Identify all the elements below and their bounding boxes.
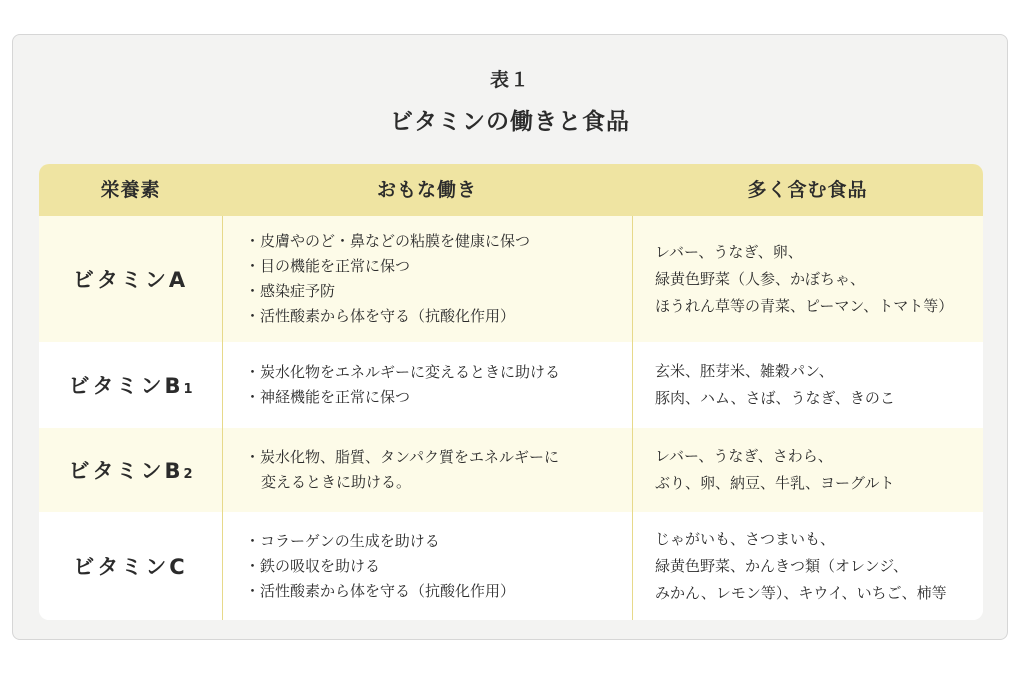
nutrient-name-text: ビタミンB	[68, 459, 184, 483]
table-card	[12, 34, 1008, 640]
header-function: おもな働き	[376, 179, 477, 201]
function-item: ・活性酸素から体を守る（抗酸化作用）	[245, 581, 516, 600]
function-item: ・神経機能を正常に保つ	[245, 388, 411, 406]
food-line: レバー、うなぎ、さわら、	[655, 447, 833, 465]
function-item: ・鉄の吸収を助ける	[245, 556, 381, 575]
food-line: レバー、うなぎ、卵、	[655, 242, 803, 261]
food-line: 緑黄色野菜、かんきつ類（オレンジ、	[655, 556, 909, 575]
header-nutrient: 栄養素	[100, 179, 161, 201]
table-title: ビタミンの働きと食品	[390, 109, 630, 135]
nutrient-name-text: ビタミンB	[68, 374, 184, 398]
nutrient-name-text: ビタミンC	[73, 555, 188, 579]
nutrient-name-text: ビタミンA	[72, 268, 189, 292]
food-line: 豚肉、ハム、さば、うなぎ、きのこ	[655, 389, 895, 407]
function-item: ・コラーゲンの生成を助ける	[245, 531, 440, 550]
function-item: ・炭水化物をエネルギーに変えるときに助ける	[245, 363, 561, 381]
function-cell	[222, 342, 632, 428]
header-foods: 多く含む食品	[747, 179, 868, 201]
table-number: 表１	[489, 69, 530, 91]
foods-cell	[632, 428, 983, 512]
function-item: ・目の機能を正常に保つ	[245, 257, 411, 275]
table-row-vitamin-c	[39, 512, 983, 620]
food-line: 緑黄色野菜（人参、かぼちゃ、	[655, 269, 866, 288]
nutrient-subscript: 2	[183, 466, 193, 482]
function-item: ・皮膚やのど・鼻などの粘膜を健康に保つ	[245, 232, 531, 250]
function-item: ・炭水化物、脂質、タンパク質をエネルギーに	[245, 448, 559, 466]
function-cell	[222, 216, 632, 342]
food-line: みかん、レモン等）、キウイ、いちご、柿等	[655, 583, 947, 602]
food-line: ほうれん草等の青菜、ピーマン、トマト等）	[655, 296, 954, 315]
function-item: 変えるときに助ける。	[261, 473, 412, 491]
table-row-vitamin-a	[39, 216, 983, 342]
vitamin-table	[39, 164, 983, 620]
nutrient-name	[39, 342, 222, 428]
foods-cell	[632, 512, 983, 620]
table-row-vitamin-b1	[39, 342, 983, 428]
foods-cell	[632, 342, 983, 428]
food-line: ぶり、卵、納豆、牛乳、ヨーグルト	[655, 474, 895, 492]
nutrient-name	[39, 428, 222, 512]
nutrient-name	[39, 216, 222, 342]
function-cell	[222, 428, 632, 512]
food-line: 玄米、胚芽米、雑穀パン、	[655, 362, 834, 380]
table-row-vitamin-b2	[39, 428, 983, 512]
food-line: じゃがいも、さつまいも、	[655, 529, 836, 548]
nutrient-subscript: 1	[183, 381, 193, 397]
function-cell	[222, 512, 632, 620]
function-item: ・感染症予防	[245, 282, 336, 300]
foods-cell	[632, 216, 983, 342]
nutrient-name	[39, 512, 222, 620]
function-item: ・活性酸素から体を守る（抗酸化作用）	[245, 307, 516, 325]
table-header-row	[39, 164, 983, 216]
